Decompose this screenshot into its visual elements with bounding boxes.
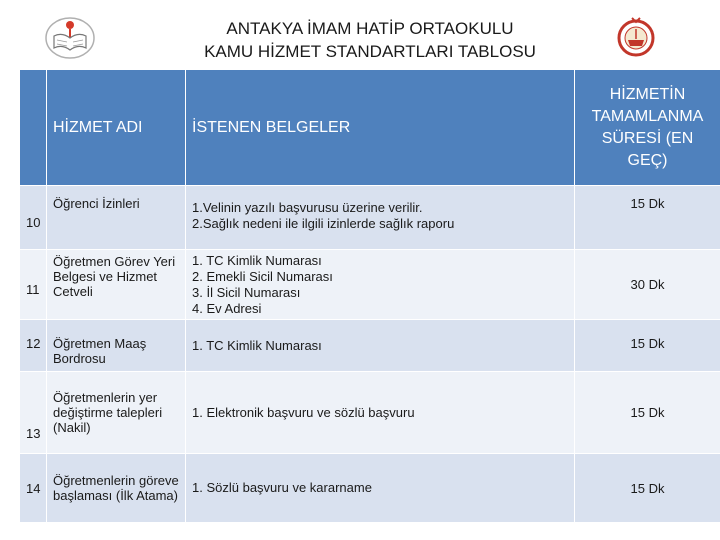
required-documents	[186, 250, 575, 320]
column-header-sira-no	[20, 70, 47, 186]
column-header-hizmet-adi: HİZMET ADI	[47, 70, 186, 186]
school-emblem-icon	[616, 14, 656, 60]
document-item: 2.Sağlık nedeni ile ilgili izinlerde sağlık raporu	[192, 216, 455, 231]
completion-time: 15 Dk	[575, 186, 720, 250]
row-number: 10	[20, 186, 47, 250]
title-banner	[20, 0, 720, 68]
completion-time: 15 Dk	[575, 320, 720, 372]
document-item: 3. İl Sicil Numarası	[192, 285, 301, 300]
completion-time: 15 Dk	[575, 372, 720, 454]
required-documents	[186, 320, 575, 372]
required-documents	[186, 372, 575, 454]
page-title: ANTAKYA İMAM HATİP ORTAOKULU	[226, 19, 514, 38]
document-item: 1. TC Kimlik Numarası	[192, 253, 322, 268]
service-name: Öğrenci İzinleri	[47, 186, 186, 250]
document-item: 4. Ev Adresi	[192, 301, 262, 316]
service-name: Öğretmen Maaş Bordrosu	[47, 320, 186, 372]
table-row	[20, 454, 720, 523]
page-subtitle: KAMU HİZMET STANDARTLARI TABLOSU	[204, 42, 536, 61]
required-documents	[186, 186, 575, 250]
table-row	[20, 372, 720, 454]
meb-logo-icon	[44, 14, 96, 60]
completion-time: 15 Dk	[575, 454, 720, 523]
column-header-belgeler: İSTENEN BELGELER	[186, 70, 575, 186]
document-item: 1. Sözlü başvuru ve kararname	[192, 480, 372, 495]
document-item: 2. Emekli Sicil Numarası	[192, 269, 333, 284]
document-item: 1. Elektronik başvuru ve sözlü başvuru	[192, 404, 415, 420]
table-row	[20, 186, 720, 250]
column-header-sure: HİZMETİN TAMAMLANMA SÜRESİ (EN GEÇ)	[575, 70, 720, 186]
row-number: 12	[20, 320, 47, 372]
table-row	[20, 250, 720, 320]
document-item: 1. TC Kimlik Numarası	[192, 338, 322, 353]
service-name: Öğretmenlerin göreve başlaması (İlk Atama)	[47, 454, 186, 523]
row-number: 11	[20, 250, 47, 320]
required-documents	[186, 454, 575, 523]
row-number: 13	[20, 372, 47, 454]
document-item: 1.Velinin yazılı başvurusu üzerine verilir.	[192, 200, 423, 215]
service-name: Öğretmenlerin yer değiştirme talepleri (Nakil)	[47, 372, 186, 454]
row-number: 14	[20, 454, 47, 523]
table-header-row	[20, 70, 720, 186]
service-standards-table	[19, 69, 720, 523]
table-row	[20, 320, 720, 372]
completion-time: 30 Dk	[575, 250, 720, 320]
service-name: Öğretmen Görev Yeri Belgesi ve Hizmet Cetveli	[47, 250, 186, 320]
